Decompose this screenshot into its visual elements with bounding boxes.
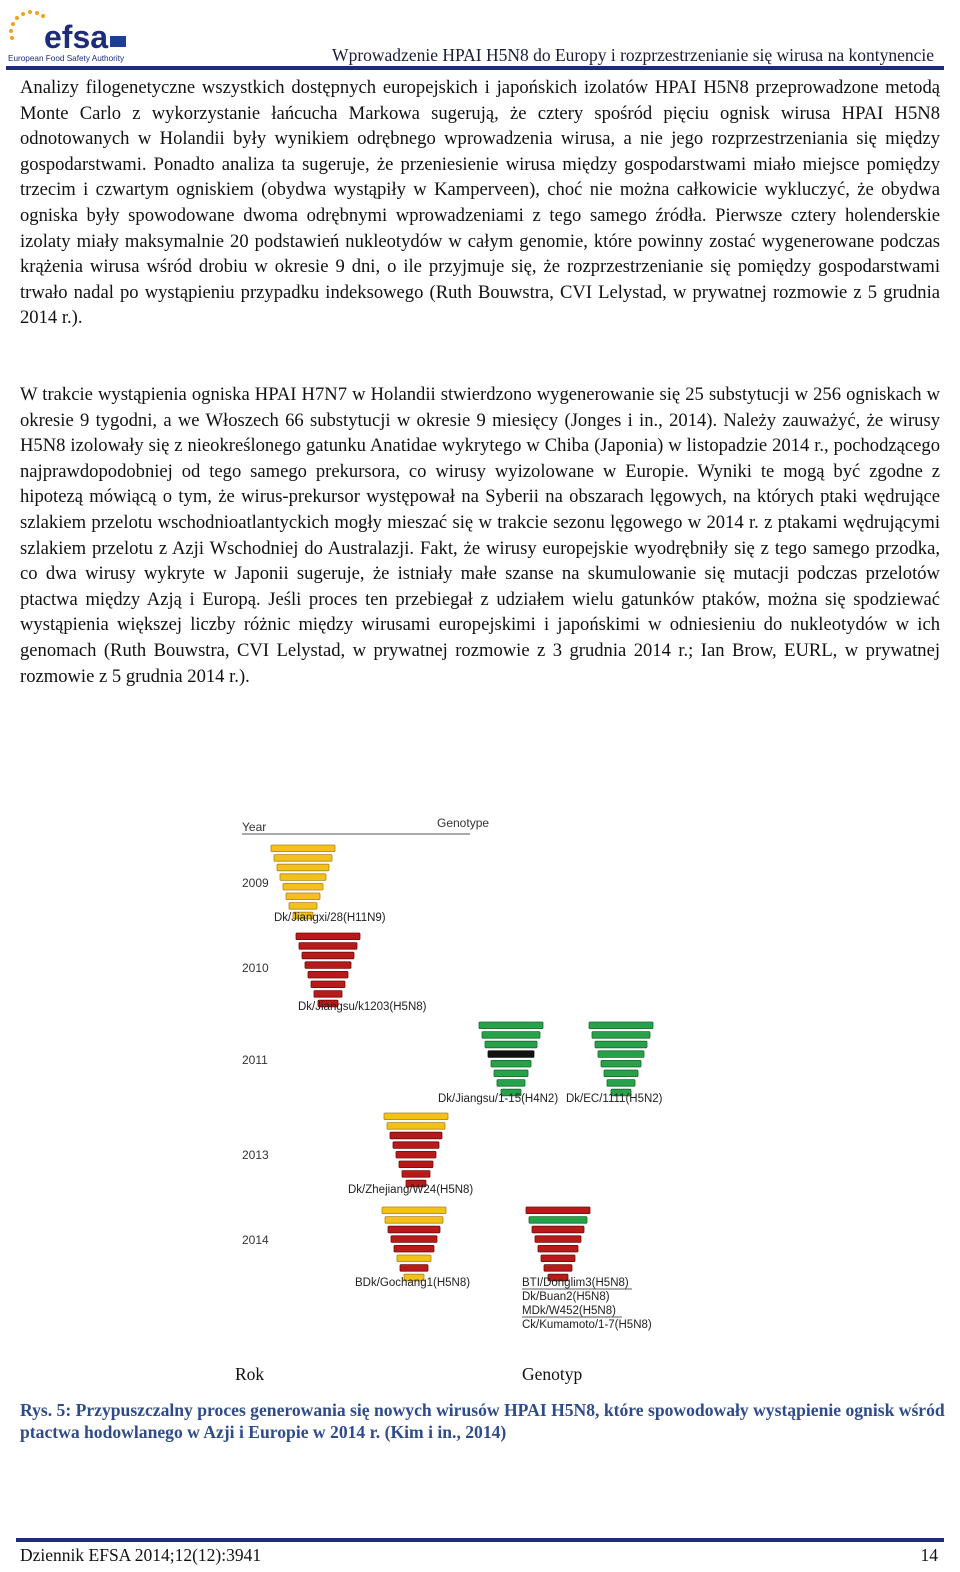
strain-label: BTI/Donglim3(H5N8) [522, 1277, 629, 1289]
genotype-heading: Genotype [437, 816, 490, 830]
genome-segment [385, 1217, 443, 1224]
genotype-diagram [230, 805, 710, 1345]
genome-segment [382, 1207, 446, 1214]
genome-segment [391, 1236, 437, 1243]
genome-segment [393, 1142, 439, 1149]
genome-segment [604, 1070, 638, 1077]
genome-segment [400, 1265, 428, 1272]
running-header-title: Wprowadzenie HPAI H5N8 do Europy i rozprzestrzenianie się wirusa na kontynencie [332, 45, 934, 65]
stack-gochang1 [382, 1207, 446, 1281]
genome-segment [538, 1245, 578, 1252]
year-label-2010: 2010 [242, 961, 269, 975]
genome-segment [302, 952, 354, 959]
genome-segment [607, 1080, 635, 1087]
genome-segment [311, 981, 345, 988]
genome-segment [289, 903, 317, 910]
genome-segment [482, 1032, 540, 1039]
header-divider [6, 66, 944, 70]
genome-segment [286, 893, 320, 900]
genome-segment [399, 1161, 433, 1168]
genome-segment [488, 1051, 534, 1058]
logo-wordmark: efsa [44, 19, 109, 55]
genome-segment [314, 991, 342, 998]
strain-label: BDk/Gochang1(H5N8) [355, 1277, 471, 1289]
genome-segment [394, 1245, 434, 1252]
year-label-2014: 2014 [242, 1233, 269, 1247]
genome-segment [280, 874, 326, 881]
stack-jiangsu-k1203 [296, 933, 360, 1007]
stack-zhejiang-w24 [384, 1113, 448, 1187]
strain-label: Dk/EC/1111(H5N2) [566, 1093, 663, 1105]
genome-segment [494, 1070, 528, 1077]
genome-segment [396, 1151, 436, 1158]
genome-segment [526, 1207, 590, 1214]
efsa-logo [6, 4, 131, 66]
strain-label: Dk/Jiangsu/k1203(H5N8) [298, 1001, 427, 1013]
genome-segment [277, 864, 329, 871]
stack-jiangxi [271, 845, 335, 919]
genome-segment [541, 1255, 575, 1262]
strain-label: Ck/Kumamoto/1-7(H5N8) [522, 1319, 652, 1331]
genome-segment [271, 845, 335, 852]
genome-segment [529, 1217, 587, 1224]
genome-segment [402, 1171, 430, 1178]
figure-axis-label-year: Rok [235, 1364, 265, 1384]
genome-segment [274, 855, 332, 862]
year-heading: Year [242, 820, 267, 834]
year-label-2013: 2013 [242, 1148, 269, 1162]
stack-donglim3 [526, 1207, 590, 1281]
footer-journal: Dziennik EFSA 2014;12(12):3941 [20, 1545, 262, 1565]
genome-segment [299, 943, 357, 950]
genome-segment [592, 1032, 650, 1039]
year-label-2009: 2009 [242, 876, 269, 890]
stack-jiangsu-1-15 [479, 1022, 543, 1096]
genome-segment [384, 1113, 448, 1120]
page-header [0, 0, 960, 70]
genome-segment [305, 962, 351, 969]
strain-label: Dk/Jiangxi/28(H11N9) [274, 912, 386, 924]
genome-segment [308, 971, 348, 978]
genome-segment [387, 1123, 445, 1130]
genome-segment [491, 1060, 531, 1067]
paragraph-1: Analizy filogenetyczne wszystkich dostępnych europejskich i japońskich izolatów HPAI H5N8 przeprowadzone metodą Monte Carlo z wykorzystanie łańcucha Markowa sugerują, że cztery spośród pięciu ognisk wirusa HPAI H5N8 odnotowanych w Holandii były wynikiem odrębnego wprowadzenia wirusa, a nie jego rozprzestrzeniania się między gospodarstwami. Ponadto analiza ta sugeruje, że przeniesienie wirusa między gospodarstwami miało miejsce pomiędzy trzecim i czwartym ogniskiem (obydwa wystąpiły w Kamperveen), choć nie można całkowicie wykluczyć, że obydwa ogniska były spowodowane dwoma odrębnymi wprowadzeniami z tego samego źródła. Pierwsze cztery holenderskie izolaty miały maksymalnie 20 podstawień nukleotydów w całym genomie, które powinny zostać wygenerowane podczas krążenia wirusa wśród drobiu w okresie 9 dni, o ile przyjmuje się, że rozprzestrzenianie się pomiędzy gospodarstwami trwało nadal po wystąpieniu przypadku indeksowego (Ruth Bouwstra, CVI Lelystad, w prywatnej rozmowie z 5 grudnia 2014 r.). [20, 77, 940, 329]
genome-segment [595, 1041, 647, 1048]
year-label-2011: 2011 [242, 1053, 268, 1067]
genome-segment [544, 1265, 572, 1272]
genome-segment [397, 1255, 431, 1262]
genome-segment [497, 1080, 525, 1087]
strain-label: Dk/Buan2(H5N8) [522, 1291, 610, 1303]
logo-subtitle: European Food Safety Authority [8, 54, 125, 63]
genome-segment [390, 1132, 442, 1139]
genome-segment [283, 883, 323, 890]
genome-segment [479, 1022, 543, 1029]
genome-segment [535, 1236, 581, 1243]
figure-axis-label-genotype: Genotyp [522, 1364, 583, 1384]
genome-segment [388, 1226, 440, 1233]
stack-ec-1111 [589, 1022, 653, 1096]
strain-label: MDk/W452(H5N8) [522, 1305, 616, 1317]
genotype-figure [230, 805, 710, 1345]
strain-label: Dk/Zhejiang/W24(H5N8) [348, 1184, 474, 1196]
paragraph-2: W trakcie wystąpienia ogniska HPAI H7N7 w Holandii stwierdzono wygenerowanie się 25 substytucji w 256 ogniskach w okresie 9 tygodni, a we Włoszech 66 substytucji w okresie 9 miesięcy (Jonges i in., 2014). Należy zauważyć, że wirusy H5N8 izolowały się z nieokreślonego gatunku Anatidae wykrytego w Chiba (Japonia) w listopadzie 2014 r., pochodzącego najprawdopodobniej od tego samego prekursora, co wirusy wyizolowane w Europie. Wyniki te mogą być zgodne z hipotezą mówiącą o tym, że wirus-prekursor występował na Syberii na obszarach lęgowych, na których ptaki wędrujące szlakiem przelotu wschodnioatlantyckich mogły mieszać się w trakcie sezonu lęgowego w 2014 r. z ptakami wędrującymi szlakiem przelotu z Azji Wschodniej do Australazji. Fakt, że wirusy europejskie wyodrębniły się z tego samego przodka, co dwa wirusy wykryte w Japonii sugeruje, że istniały małe szanse na skumulowanie się mutacji podczas przelotów ptactwa między Azją i Europą. Jeśli proces ten przebiegał z udziałem wielu gatunków ptaków, można się spodziewać wystąpienia większej liczby różnic między wirusami europejskimi i japońskimi w odniesieniu do nukleotydów w ich genomach (Ruth Bouwstra, CVI Lelystad, w prywatnej rozmowie z 3 grudnia 2014 r.; Ian Brow, EURL, w prywatnej rozmowie z 5 grudnia 2014 r.). [20, 384, 940, 687]
genome-segment [601, 1060, 641, 1067]
page-number: 14 [920, 1545, 938, 1565]
genome-segment [296, 933, 360, 940]
genome-segment [598, 1051, 644, 1058]
genome-segment [485, 1041, 537, 1048]
genome-segment [532, 1226, 584, 1233]
strain-label: Dk/Jiangsu/1-15(H4N2) [438, 1093, 559, 1105]
figure-caption: Rys. 5: Przypuszczalny proces generowania się nowych wirusów HPAI H5N8, które spowodowały wystąpienie ognisk wśród ptactwa hodowlanego w Azji i Europie w 2014 r. (Kim i in., 2014) [20, 1400, 945, 1442]
footer-divider [16, 1538, 944, 1542]
genome-segment [589, 1022, 653, 1029]
